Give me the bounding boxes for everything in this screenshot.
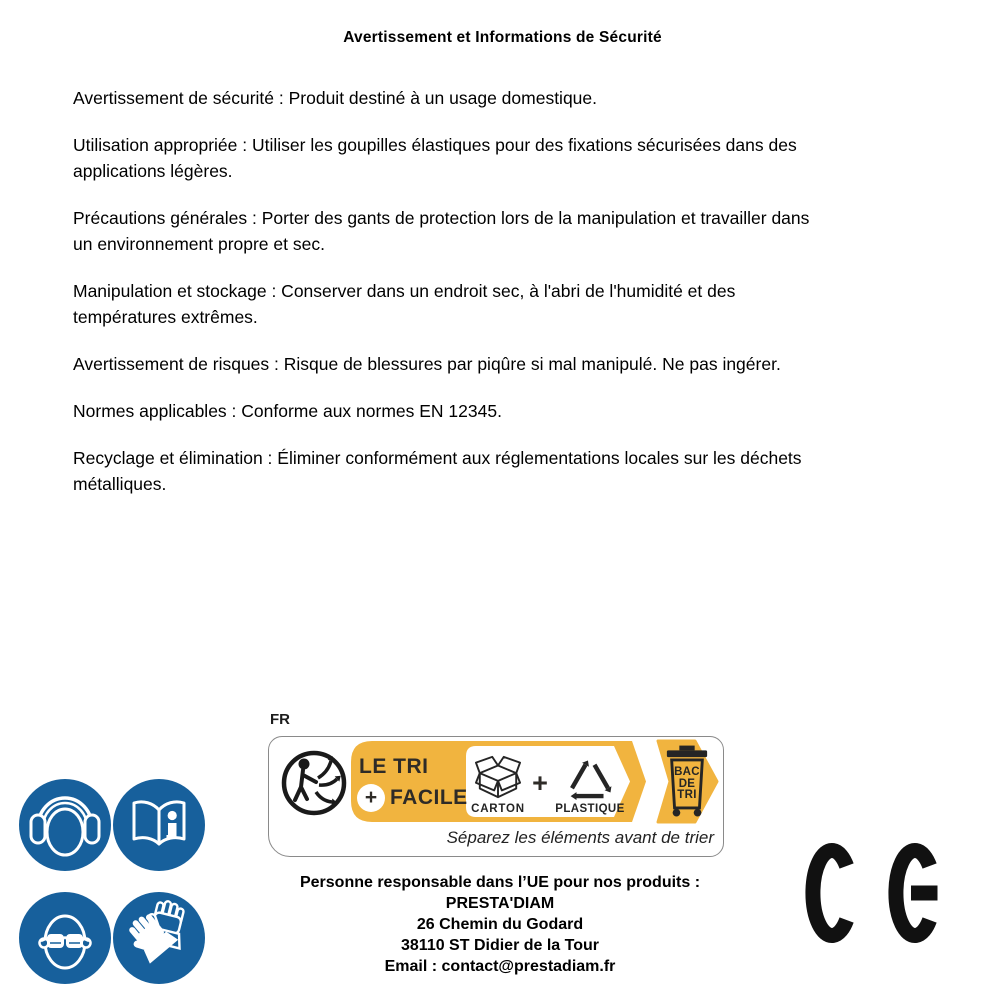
page-title: Avertissement et Informations de Sécurité [343, 29, 662, 46]
bin-text-line: TRI [677, 789, 697, 801]
plastic-recycling-icon [562, 753, 618, 800]
material-label-carton: CARTON [471, 803, 525, 815]
paragraph-line: applications légères. [73, 161, 233, 181]
paragraph-line: Manipulation et stockage : Conserver dans un endroit sec, à l'abri de l'humidité et des [73, 281, 736, 301]
paragraph-line: un environnement propre et sec. [73, 234, 325, 254]
paragraph-line: Avertissement de sécurité : Produit destiné à un usage domestique. [73, 88, 598, 108]
read-manual-icon [113, 779, 205, 871]
ce-marking-icon [798, 842, 944, 944]
paragraph-standards [73, 398, 953, 424]
eye-protection-icon [19, 892, 111, 984]
address-line: Personne responsable dans l’UE pour nos produits : [299, 874, 701, 891]
safety-text-block [73, 85, 953, 518]
paragraph-recycling [73, 445, 953, 497]
infotri-headline-line1: LE TRI [359, 755, 429, 778]
paragraph-handling-storage [73, 278, 953, 330]
mandatory-safety-icons [19, 779, 205, 984]
paragraph-appropriate-use [73, 132, 953, 184]
protective-gloves-icon [113, 892, 205, 984]
sorting-bin-text [664, 767, 710, 802]
infotri-headline-line2: FACILE [390, 786, 468, 809]
carton-box-icon [473, 754, 523, 800]
material-label-plastique: PLASTIQUE [555, 803, 625, 815]
infotri-caption: Séparez les éléments avant de trier [446, 828, 714, 847]
paragraph-line: Normes applicables : Conforme aux normes EN 12345. [73, 401, 502, 421]
paragraph-risk-warning [73, 351, 953, 377]
paragraph-line: Précautions générales : Porter des gants de protection lors de la manipulation et travailler dans [73, 208, 810, 228]
infotri-plus-badge: + [357, 784, 385, 812]
paragraph-safety-warning [73, 85, 953, 111]
responsible-person-address [250, 872, 750, 977]
address-line-city: 38110 ST Didier de la Tour [401, 937, 599, 954]
bin-text-line: DE [678, 777, 696, 790]
infotri-separator-plus: + [532, 768, 548, 798]
paragraph-line: Recyclage et élimination : Éliminer conformément aux réglementations locales sur les déchets [73, 448, 802, 468]
paragraph-line: métalliques. [73, 474, 167, 494]
paragraph-line: Utilisation appropriée : Utiliser les goupilles élastiques pour des fixations sécurisées dans des [73, 135, 797, 155]
infotri-label [268, 736, 724, 857]
address-line-street: 26 Chemin du Godard [416, 916, 584, 933]
paragraph-general-precautions [73, 205, 953, 257]
paragraph-line: Avertissement de risques : Risque de blessures par piqûre si mal manipulé. Ne pas ingérer. [73, 354, 781, 374]
address-line-company: PRESTA'DIAM [445, 895, 555, 912]
triman-recycling-icon [281, 743, 347, 821]
bin-text-line: BAC [674, 766, 700, 778]
ear-protection-icon [19, 779, 111, 871]
address-line-email: Email : contact@prestadiam.fr [384, 958, 616, 975]
paragraph-line: températures extrêmes. [73, 307, 258, 327]
country-code-label: FR [270, 711, 290, 728]
